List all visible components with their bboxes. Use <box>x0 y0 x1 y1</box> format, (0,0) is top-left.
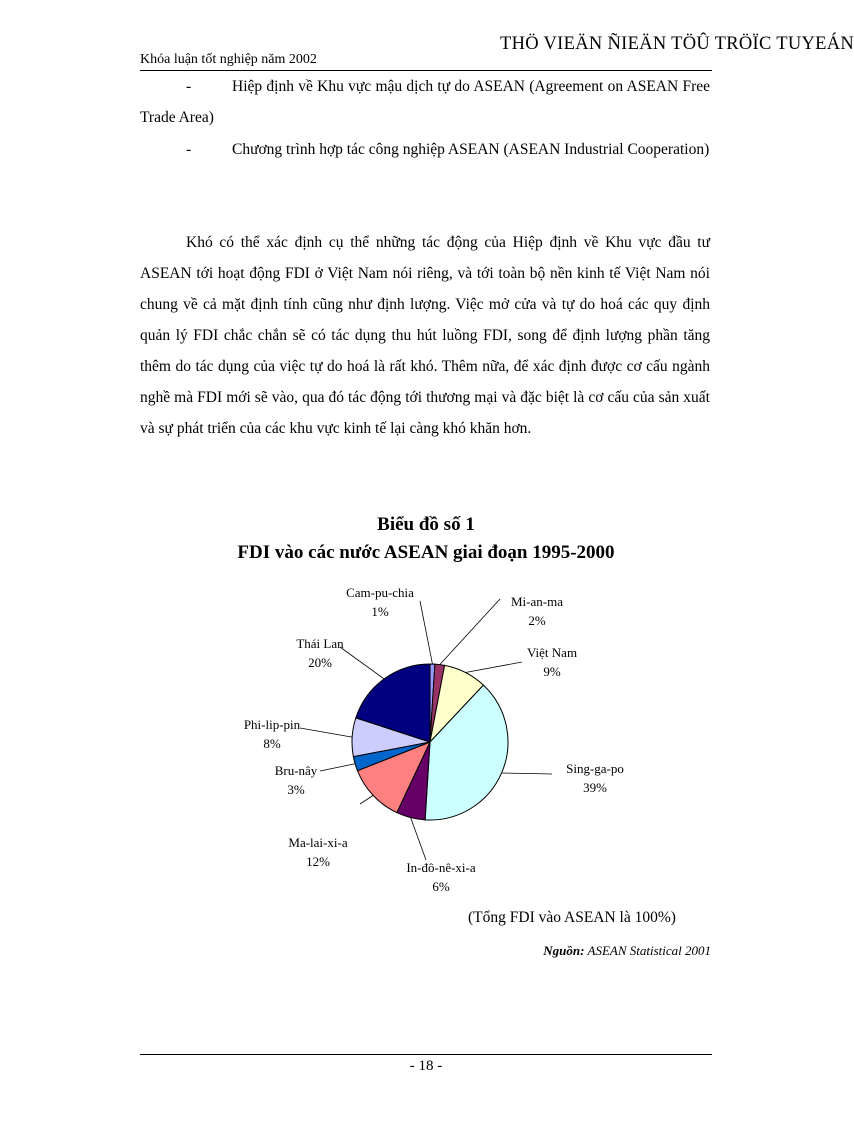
leader-line-4 <box>502 773 552 774</box>
slice-name-label: Phi-lip-pin <box>243 717 301 732</box>
body-paragraph: Khó có thể xác định cụ thể những tác động của Hiệp định về Khu vực đầu tư ASEAN tới hoạt động FDI ở Việt Nam nói riêng, và tới toàn bộ nền kinh tế Việt Nam nói chung về cả mặt định tính cũng như định lượng. Việc mở cửa và tự do hoá các quy định quản lý FDI chắc chắn sẽ có tác dụng thu hút luồng FDI, song để định lượng phần tăng thêm do tác dụng của việc tự do hoá là rất khó. Thêm nữa, để xác định được cơ cấu ngành nghề mà FDI mới sẽ vào, qua đó tác động tới thương mại và đặc biệt là cơ cấu của sản xuất và sự phát triển của các khu vực kinh tế lại càng khó khăn hơn. <box>140 234 710 437</box>
source-label: Nguồn: <box>543 943 585 958</box>
bullet-item <box>140 134 710 165</box>
leader-line-5 <box>411 818 426 860</box>
slice-value-label: 8% <box>263 736 281 751</box>
bullet-item <box>140 71 710 133</box>
slice-name-label: Mi-an-ma <box>511 594 563 609</box>
leader-line-2 <box>440 599 500 665</box>
slice-value-label: 6% <box>432 879 450 894</box>
slice-value-label: 12% <box>306 854 330 869</box>
slice-value-label: 1% <box>371 604 389 619</box>
bullet-dash: - <box>186 141 192 158</box>
bullet-text: Hiệp định về Khu vực mậu dịch tự do ASEAN (Agreement on ASEAN Free Trade Area) <box>140 78 710 126</box>
slice-name-label: Việt Nam <box>526 645 578 660</box>
slice-value-label: 9% <box>543 664 561 679</box>
leader-line-6 <box>360 795 373 804</box>
source-text: ASEAN Statistical 2001 <box>587 943 711 958</box>
leader-line-1 <box>420 601 432 664</box>
slice-value-label: 39% <box>583 780 607 795</box>
chart-subtitle: FDI vào các nước ASEAN giai đoạn 1995-2000 <box>237 542 615 563</box>
slice-value-label: 2% <box>528 613 546 628</box>
chart-note: (Tổng FDI vào ASEAN là 100%) <box>468 909 676 926</box>
slice-value-label: 20% <box>308 655 332 670</box>
slice-value-label: 3% <box>287 782 305 797</box>
header-right: THÖ VIEÄN ÑIEÄN TÖÛ TRÖÏC TUYEÁN <box>500 34 854 54</box>
slice-name-label: Ma-lai-xi-a <box>288 835 348 850</box>
slice-name-label: In-đô-nê-xi-a <box>406 860 476 875</box>
slice-name-label: Cam-pu-chia <box>346 585 414 600</box>
slice-name-label: Sing-ga-po <box>566 761 624 776</box>
slice-name-label: Thái Lan <box>296 636 344 651</box>
page-number: - 18 - <box>409 1058 443 1074</box>
slice-name-label: Bru-nây <box>274 763 318 778</box>
leader-line-8 <box>300 728 352 737</box>
bullet-dash: - <box>186 78 192 95</box>
leader-line-3 <box>465 662 522 673</box>
pie-chart <box>200 575 640 900</box>
leader-line-7 <box>320 764 355 771</box>
header-left: Khóa luận tốt nghiệp năm 2002 <box>140 52 317 67</box>
footer-rule <box>140 1054 712 1055</box>
chart-title: Biểu đồ số 1 <box>377 514 475 535</box>
source-citation <box>543 943 711 959</box>
leader-line-9 <box>340 647 384 679</box>
bullet-text: Chương trình hợp tác công nghiệp ASEAN (ASEAN Industrial Cooperation) <box>232 141 710 158</box>
